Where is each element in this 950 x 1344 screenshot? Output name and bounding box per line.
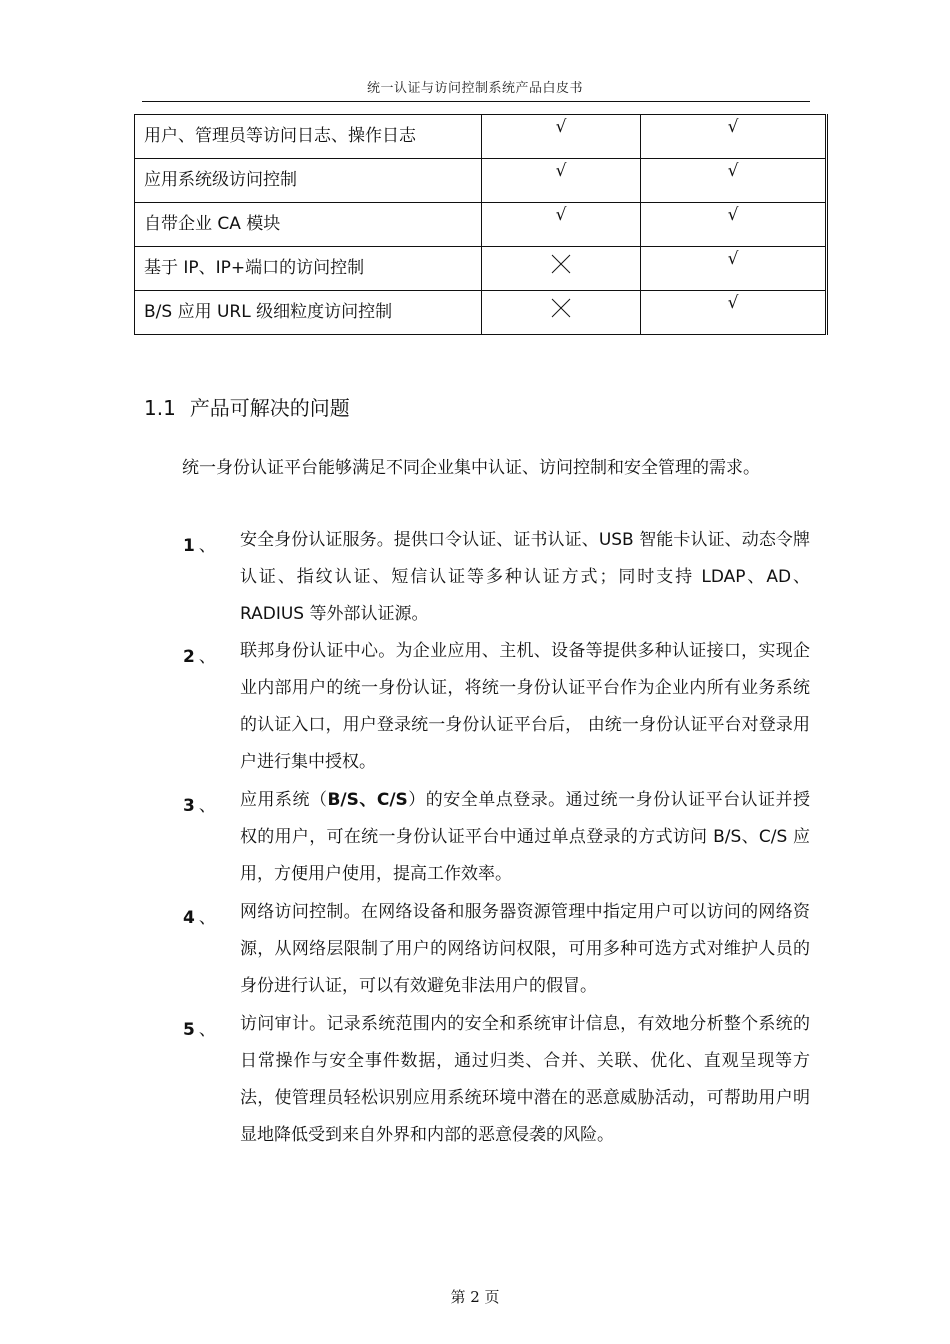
list-item-number: 5 、	[183, 1020, 216, 1040]
table-row	[135, 203, 827, 247]
page-number: 第 2 页	[450, 1288, 500, 1306]
support-cell	[641, 115, 827, 159]
section-title: 产品可解决的问题	[189, 396, 350, 420]
feature-comparison-table	[134, 114, 828, 335]
check-icon: √	[727, 117, 739, 137]
feature-cell: B/S 应用 URL 级细粒度访问控制	[135, 291, 482, 335]
check-icon: √	[555, 161, 567, 181]
support-cell	[482, 291, 641, 335]
support-cell	[482, 203, 641, 247]
list-item-text: 应用系统（B/S、C/S）的安全单点登录。通过统一身份认证平台认证并授权的用户，可在统一身份认证平台中通过单点登录的方式访问 B/S、C/S 应用，方便用户使用，提高工作效率。	[240, 790, 811, 884]
cross-icon	[550, 253, 572, 275]
check-icon: √	[727, 293, 739, 313]
support-cell	[482, 115, 641, 159]
list-item-text: 网络访问控制。在网络设备和服务器资源管理中指定用户可以访问的网络资源，从网络层限制了用户的网络访问权限，可用多种可选方式对维护人员的身份进行认证，可以有效避免非法用户的假冒。	[240, 902, 810, 996]
feature-cell: 应用系统级访问控制	[135, 159, 482, 203]
support-cell	[641, 203, 827, 247]
list-item-number: 2 、	[183, 647, 216, 667]
support-cell	[482, 247, 641, 291]
check-icon: √	[555, 117, 567, 137]
support-cell	[482, 159, 641, 203]
page-header-title: 统一认证与访问控制系统产品白皮书	[366, 81, 583, 96]
header-rule	[142, 101, 810, 102]
list-item-text: 安全身份认证服务。提供口令认证、证书认证、USB 智能卡认证、动态令牌认证、指纹认证、短信认证等多种认证方式；同时支持 LDAP、AD、RADIUS 等外部认证源。	[240, 530, 810, 624]
cross-icon	[550, 297, 572, 319]
check-icon: √	[727, 161, 739, 181]
section-number: 1.1	[144, 396, 176, 420]
table-row	[135, 115, 827, 159]
list-item-number: 4 、	[183, 908, 216, 928]
table-row	[135, 291, 827, 335]
list-item-text: 访问审计。记录系统范围内的安全和系统审计信息，有效地分析整个系统的日常操作与安全事件数据，通过归类、合并、关联、优化、直观呈现等方法，使管理员轻松识别应用系统环境中潜在的恶意威胁活动，可帮助用户明显地降低受到来自外界和内部的恶意侵袭的风险。	[240, 1014, 810, 1145]
support-cell	[641, 291, 827, 335]
check-icon: √	[727, 205, 739, 225]
list-item-text: 联邦身份认证中心。为企业应用、主机、设备等提供多种认证接口，实现企业内部用户的统一身份认证，将统一身份认证平台作为企业内所有业务系统的认证入口，用户登录统一身份认证平台后， 由统一身份认证平台对登录用户进行集中授权。	[240, 641, 810, 772]
table-row	[135, 159, 827, 203]
feature-cell: 自带企业 CA 模块	[135, 203, 482, 247]
support-cell	[641, 159, 827, 203]
emphasis-text: B/S、C/S	[327, 790, 408, 810]
check-icon: √	[555, 205, 567, 225]
list-item-number: 3 、	[183, 796, 216, 816]
section-heading	[144, 392, 350, 421]
table-row	[135, 247, 827, 291]
feature-cell: 基于 IP、IP+端口的访问控制	[135, 247, 482, 291]
support-cell	[641, 247, 827, 291]
check-icon: √	[727, 249, 739, 269]
intro-paragraph: 统一身份认证平台能够满足不同企业集中认证、访问控制和安全管理的需求。	[182, 458, 760, 478]
list-item-number: 1 、	[183, 536, 216, 556]
feature-cell: 用户、管理员等访问日志、操作日志	[135, 115, 482, 159]
